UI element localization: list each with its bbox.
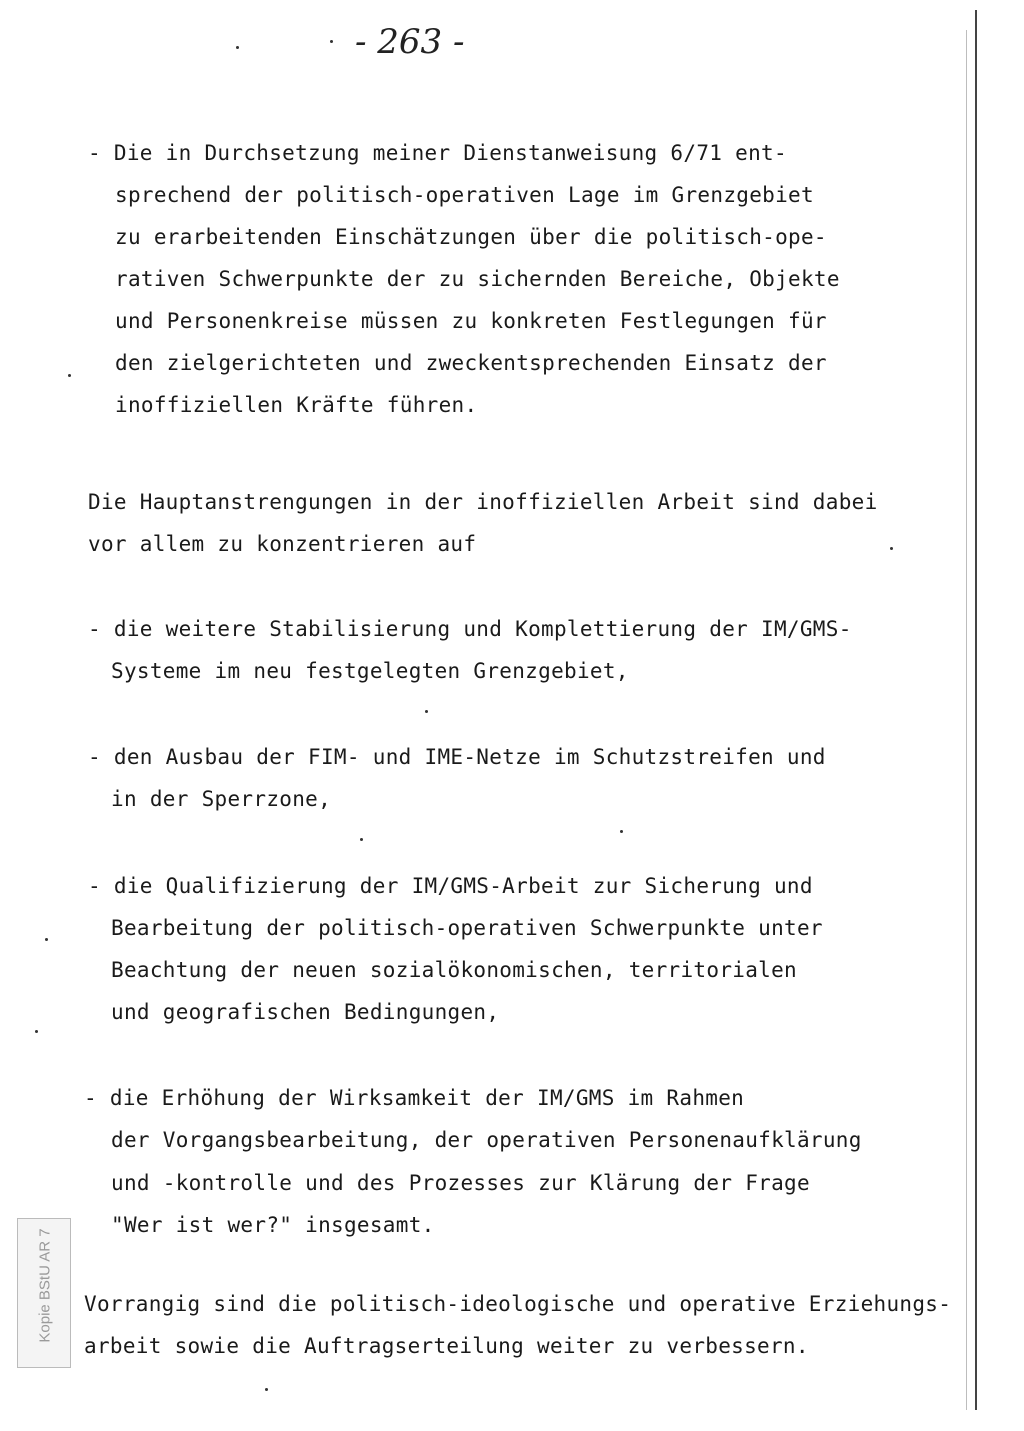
scan-speck [620,830,623,833]
text-line: der Vorgangsbearbeitung, der operativen Personenaufklärung [111,1128,862,1152]
list-item: - die Qualifizierung der IM/GMS-Arbeit zur Sicherung und [88,874,813,898]
text-line: arbeit sowie die Auftragserteilung weiter zu verbessern. [84,1334,809,1358]
scan-speck [35,1030,38,1033]
archive-stamp-text: Kopie BStU AR 7 [36,1228,54,1343]
text-line: - Die in Durchsetzung meiner Dienstanweisung 6/71 ent- [88,141,787,165]
text-line: Beachtung der neuen sozialökonomischen, territorialen [111,958,797,982]
text-line: sprechend der politisch-operativen Lage im Grenzgebiet [115,183,814,207]
list-item: - die Erhöhung der Wirksamkeit der IM/GMS im Rahmen [84,1086,745,1110]
text-line: rativen Schwerpunkte der zu sichernden Bereiche, Objekte [115,267,840,291]
text-line: und -kontrolle und des Prozesses zur Klärung der Frage [111,1171,810,1195]
text-line: "Wer ist wer?" insgesamt. [111,1213,435,1237]
list-item: - den Ausbau der FIM- und IME-Netze im Schutzstreifen und [88,745,826,769]
scan-speck [360,838,363,841]
scan-speck [45,938,48,941]
text-line: den zielgerichteten und zweckentsprechenden Einsatz der [115,351,827,375]
page-number: - 263 - [355,22,465,62]
text-line: in der Sperrzone, [111,787,332,811]
page-edge-line [975,10,977,1410]
text-line: Die Hauptanstrengungen in der inoffiziellen Arbeit sind dabei [88,490,878,514]
scan-speck [265,1388,268,1391]
list-item: - die weitere Stabilisierung und Komplettierung der IM/GMS- [88,617,852,641]
archive-stamp [17,1218,71,1368]
scan-speck [68,374,71,377]
page-edge-shadow [966,30,967,1410]
scan-speck [330,40,333,43]
scan-speck [425,710,428,713]
scan-speck [236,46,239,49]
text-line: Systeme im neu festgelegten Grenzgebiet, [111,659,629,683]
scan-speck [890,547,893,550]
text-line: Vorrangig sind die politisch-ideologische und operative Erziehungs- [84,1292,952,1316]
text-line: vor allem zu konzentrieren auf [88,532,477,556]
text-line: Bearbeitung der politisch-operativen Schwerpunkte unter [111,916,823,940]
text-line: zu erarbeitenden Einschätzungen über die politisch-ope- [115,225,827,249]
text-line: und Personenkreise müssen zu konkreten Festlegungen für [115,309,827,333]
text-line: inoffiziellen Kräfte führen. [115,393,478,417]
text-line: und geografischen Bedingungen, [111,1000,500,1024]
